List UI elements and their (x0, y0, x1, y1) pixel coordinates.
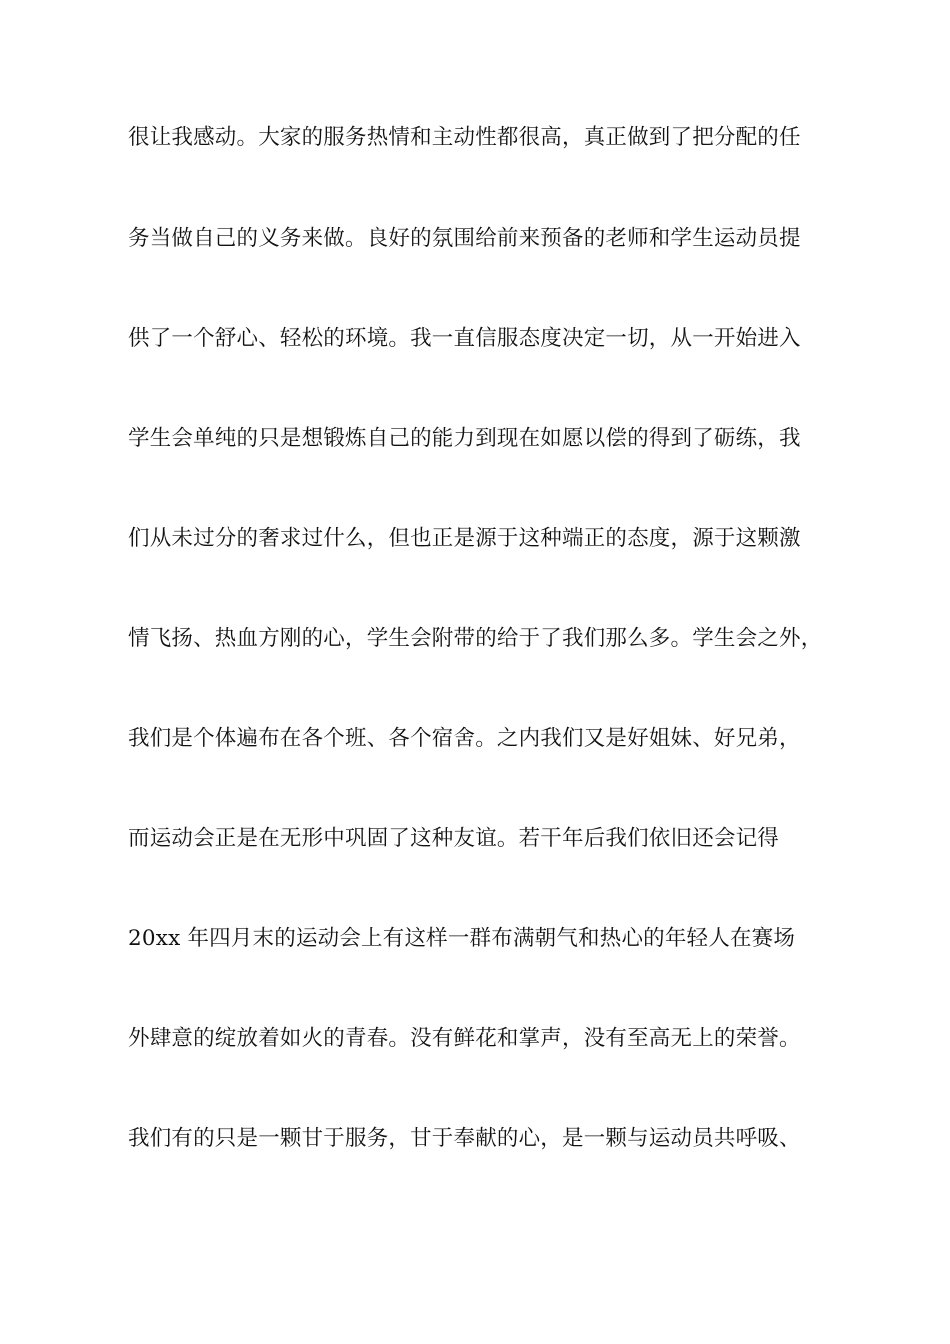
text-line: 情飞扬、热血方刚的心，学生会附带的给于了我们那么多。学生会之外， (128, 626, 823, 651)
text-line: 外肆意的绽放着如火的青春。没有鲜花和掌声，没有至高无上的荣誉。 (128, 1026, 801, 1051)
text-line: 们从未过分的奢求过什么，但也正是源于这种端正的态度，源于这颗激 (128, 526, 801, 551)
text-line: 20xx 年四月末的运动会上有这样一群布满朝气和热心的年轻人在赛场 (128, 926, 796, 951)
text-line: 很让我感动。大家的服务热情和主动性都很高，真正做到了把分配的任 (128, 125, 801, 150)
text-line: 供了一个舒心、轻松的环境。我一直信服态度决定一切，从一开始进入 (128, 326, 801, 351)
text-line: 而运动会正是在无形中巩固了这种友谊。若干年后我们依旧还会记得 (128, 826, 780, 851)
text-line: 务当做自己的义务来做。良好的氛围给前来预备的老师和学生运动员提 (128, 226, 801, 251)
text-line: 学生会单纯的只是想锻炼自己的能力到现在如愿以偿的得到了砺练，我 (128, 426, 801, 451)
text-line: 我们有的只是一颗甘于服务，甘于奉献的心，是一颗与运动员共呼吸、 (128, 1126, 801, 1151)
text-line: 我们是个体遍布在各个班、各个宿舍。之内我们又是好姐妹、好兄弟， (128, 726, 801, 751)
